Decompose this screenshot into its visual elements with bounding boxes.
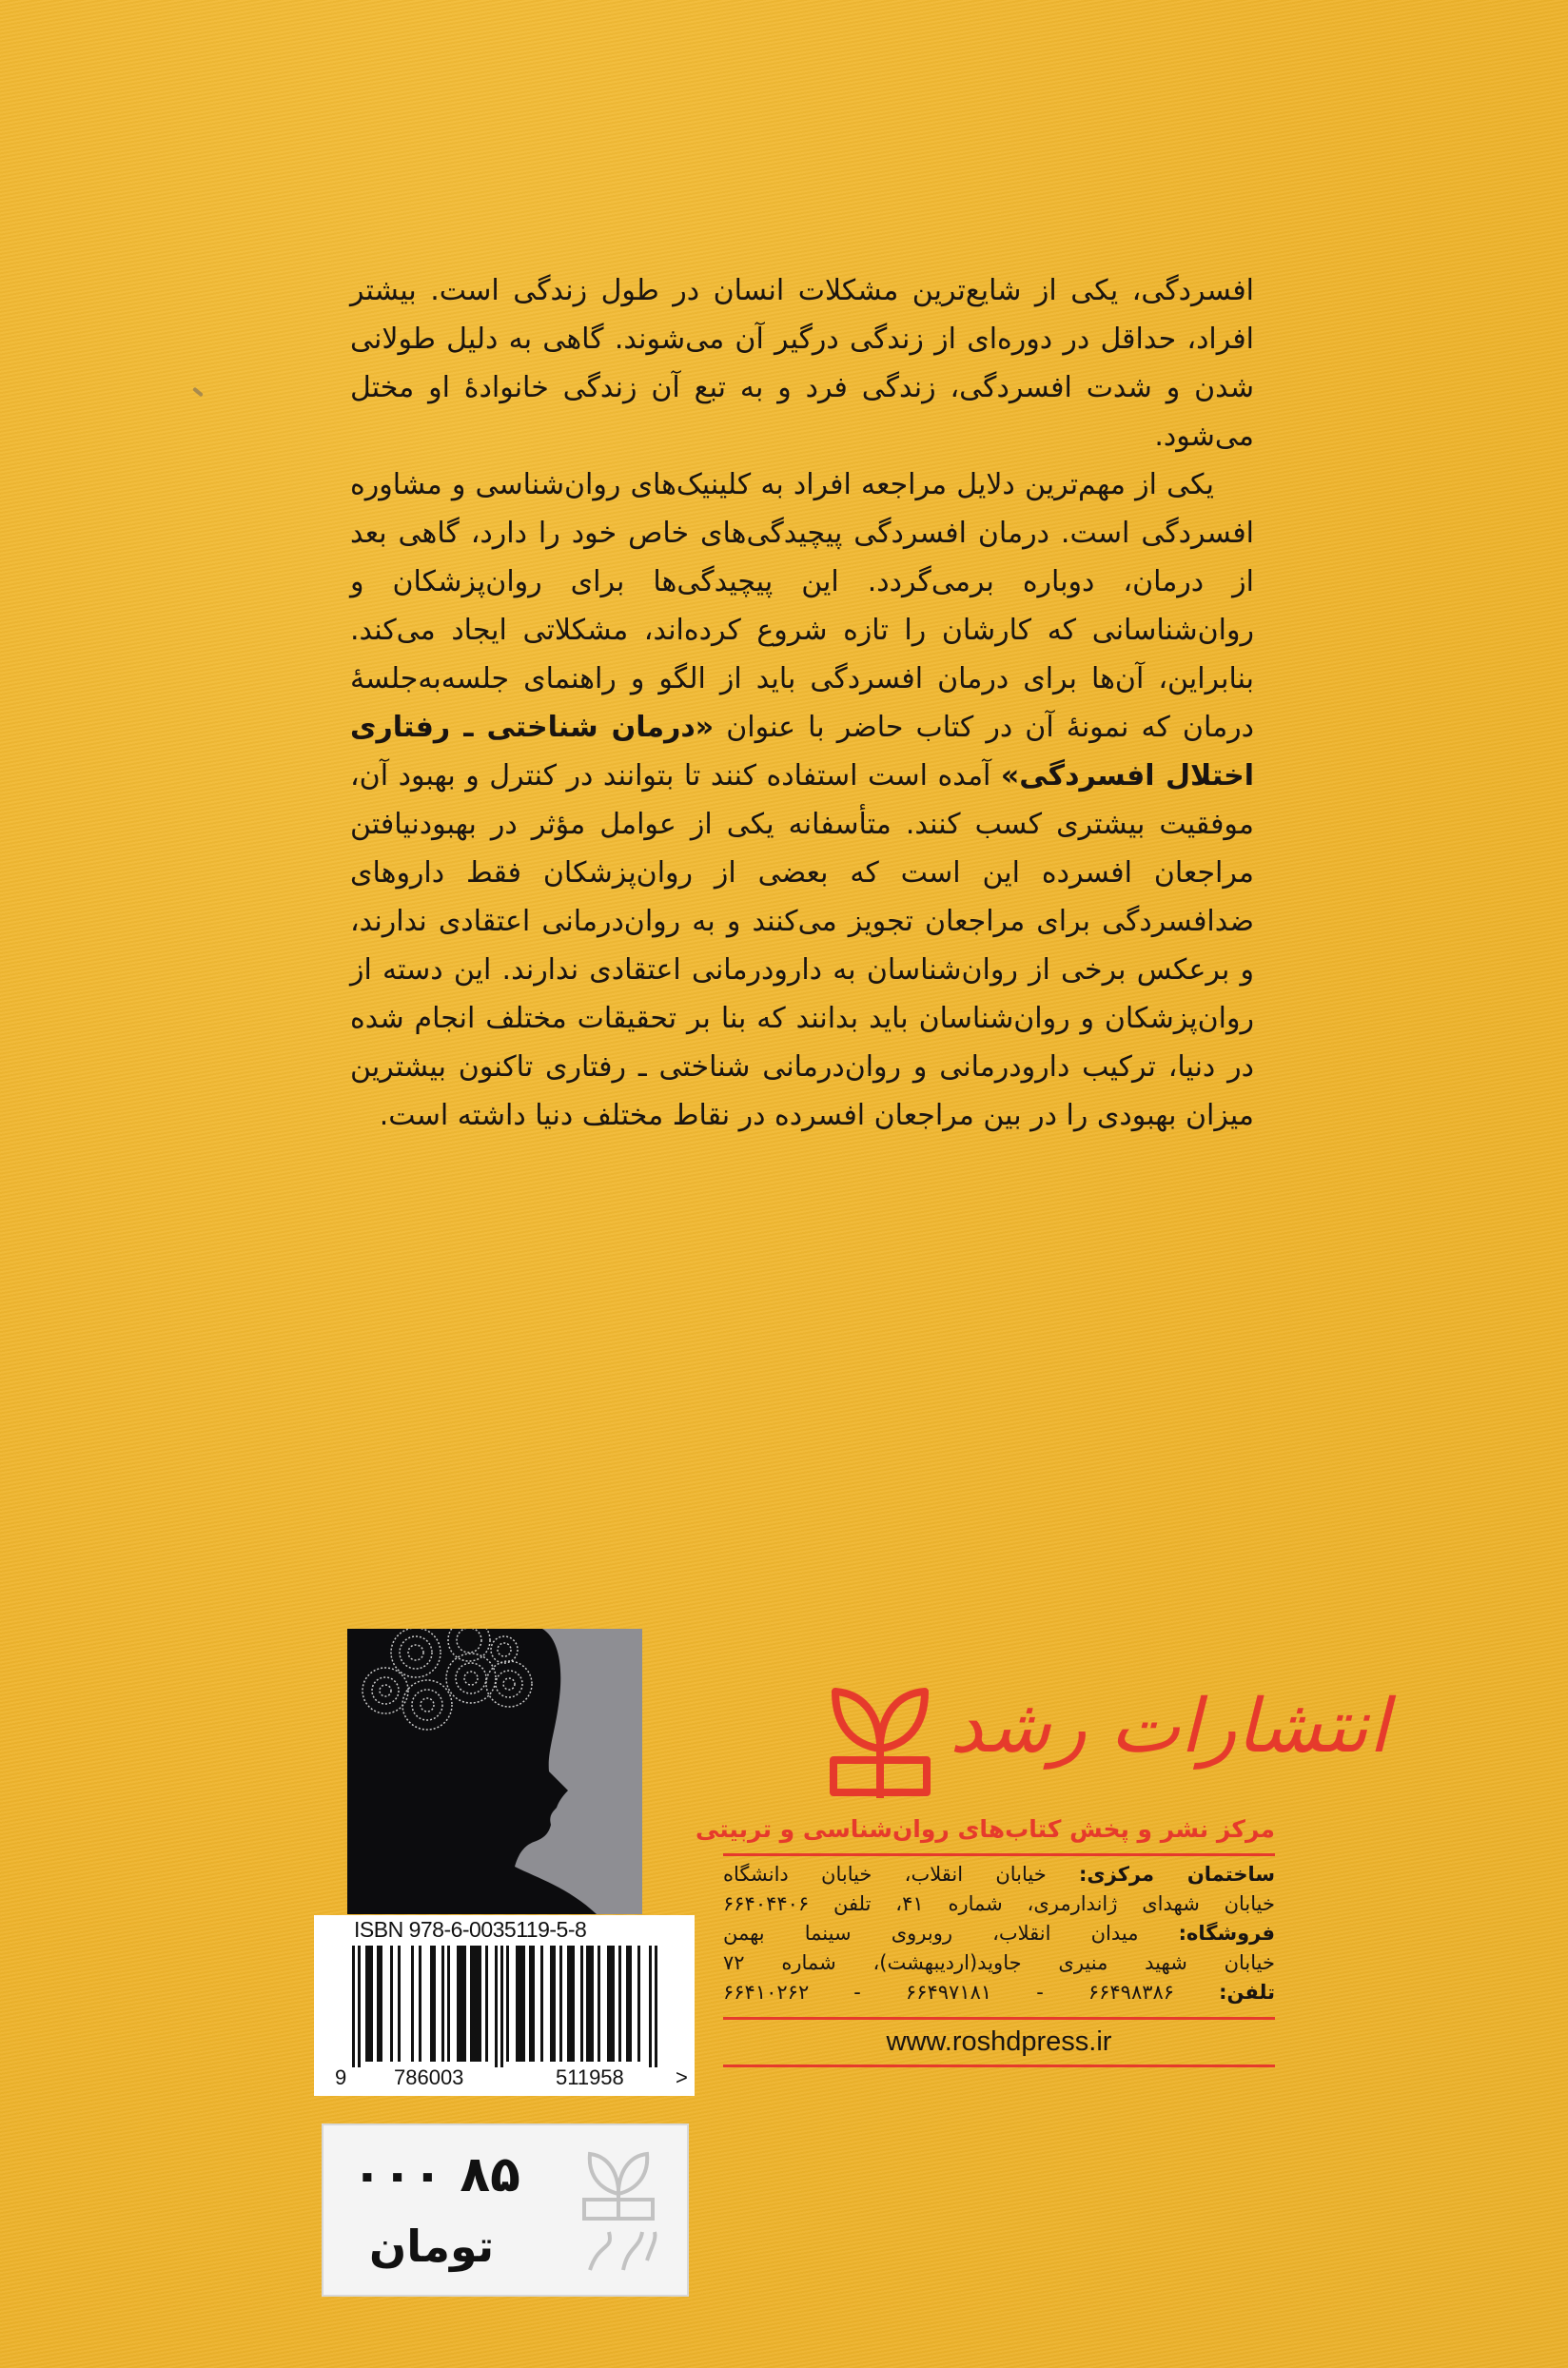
- blurb-paragraph-2: [350, 460, 1254, 1140]
- barcode-digits-right: 511958: [556, 2065, 624, 2089]
- cover-thumbnail: [347, 1629, 642, 1914]
- blurb-paragraph-1: افسردگی، یکی از شایع‌ترین مشکلات انسان در طول زندگی است. بیشتر افراد، حداقل در دوره‌ای از زندگی درگیر آن می‌شوند. گاهی به دلیل طولانی شدن و شدت افسردگی، زندگی فرد و به تبع آن زندگی خانوادهٔ او مختل می‌شود.: [350, 274, 1254, 453]
- address-central-label: ساختمان مرکزی:: [1078, 1863, 1276, 1886]
- publisher-website[interactable]: www.roshdpress.ir: [886, 2026, 1112, 2057]
- blurb-paragraph-2-part-2: آمده است استفاده کنند تا بتوانند در کنترل و بهبود آن، موفقیت بیشتری کسب کنند. متأسفانه یکی از عوامل مؤثر در بهبودنیافتن مراجعان افسرده این است که بعضی از روان‌پزشکان فقط داروهای ضدافسردگی برای مراجعان تجویز می‌کنند و به روان‌درمانی اعتقادی ندارند، و برعکس برخی از روان‌شناسان به دارودرمانی اعتقادی ندارند. این دسته از روان‌پزشکان و روان‌شناسان باید بدانند که بنا بر تحقیقات مختلف انجام شده در دنیا، ترکیب دارودرمانی و روان‌درمانی شناختی ـ رفتاری تاکنون بیشترین میزان بهبودی را در بین مراجعان افسرده در نقاط مختلف دنیا داشته است.: [350, 759, 1254, 1132]
- publisher-logo: [828, 1674, 1389, 1808]
- back-cover-blurb: [350, 266, 1254, 1140]
- address-store-line-1: [723, 1919, 1275, 1948]
- address-phone-numbers: ۶۶۴۹۸۳۸۶ - ۶۶۴۹۷۱۸۱ - ۶۶۴۱۰۲۶۲: [723, 1981, 1220, 2004]
- address-store-text: میدان انقلاب، روبروی سینما بهمن: [723, 1922, 1179, 1945]
- isbn-number: ISBN 978-6-0035119-5-8: [354, 1917, 587, 1942]
- address-store-label: فروشگاه:: [1178, 1922, 1275, 1945]
- barcode-digit-first: 9: [335, 2065, 347, 2089]
- publisher-tagline: مرکز نشر و پخش کتاب‌های روان‌شناسی و تربیتی: [695, 1815, 1275, 1843]
- publisher-logo-faded-icon: [571, 2137, 666, 2280]
- address-phone-line: [723, 1978, 1275, 2007]
- price-currency: تومان: [369, 2221, 495, 2272]
- paper-speck: [192, 387, 204, 398]
- barcode-icon: [352, 1946, 676, 2067]
- address-central-line-2: خیابان شهدای ژاندارمری، شماره ۴۱، تلفن ۶۶۴۰۴۴۰۶: [723, 1892, 1275, 1915]
- price-sticker: [322, 2123, 689, 2297]
- divider-top: [723, 1853, 1275, 1856]
- address-store-line-2: خیابان شهید منیری جاوید(اردیبهشت)، شماره ۷۲: [723, 1951, 1275, 1974]
- publisher-wordmark: انتشارات رشد: [950, 1684, 1389, 1770]
- quiet-zone-mark: >: [676, 2065, 688, 2089]
- blurb-paragraph-2-part-1: یکی از مهم‌ترین دلایل مراجعه افراد به کلینیک‌های روان‌شناسی و مشاوره افسردگی است. درمان افسردگی پیچیدگی‌های خاص خود را دارد، گاهی بعد از درمان، دوباره برمی‌گردد. این پیچیدگی‌ها برای روان‌پزشکان و روان‌شناسانی که کارشان را تازه شروع کرده‌اند، مشکلاتی ایجاد می‌کند. بنابراین، آن‌ها برای درمان افسردگی باید از الگو و راهنمای جلسه‌به‌جلسهٔ درمان که نمونهٔ آن در کتاب حاضر با عنوان: [350, 468, 1255, 744]
- barcode-digits-left: 786003: [394, 2065, 464, 2089]
- address-central-text: خیابان انقلاب، خیابان دانشگاه: [723, 1863, 1079, 1886]
- sprout-book-icon: [828, 1686, 932, 1800]
- address-phone-label: تلفن:: [1219, 1981, 1276, 2004]
- publisher-address: [723, 1860, 1275, 2007]
- head-silhouette-spirals-icon: [347, 1629, 642, 1914]
- divider-bottom: [723, 2065, 1275, 2067]
- price-amount: ۸۵ ۰۰۰: [352, 2146, 520, 2203]
- book-title-bold: «درمان شناختی ـ رفتاری اختلال افسردگی»: [350, 711, 1254, 793]
- divider-middle: [723, 2017, 1275, 2020]
- isbn-barcode: [314, 1915, 695, 2096]
- address-central-line-1: [723, 1860, 1275, 1889]
